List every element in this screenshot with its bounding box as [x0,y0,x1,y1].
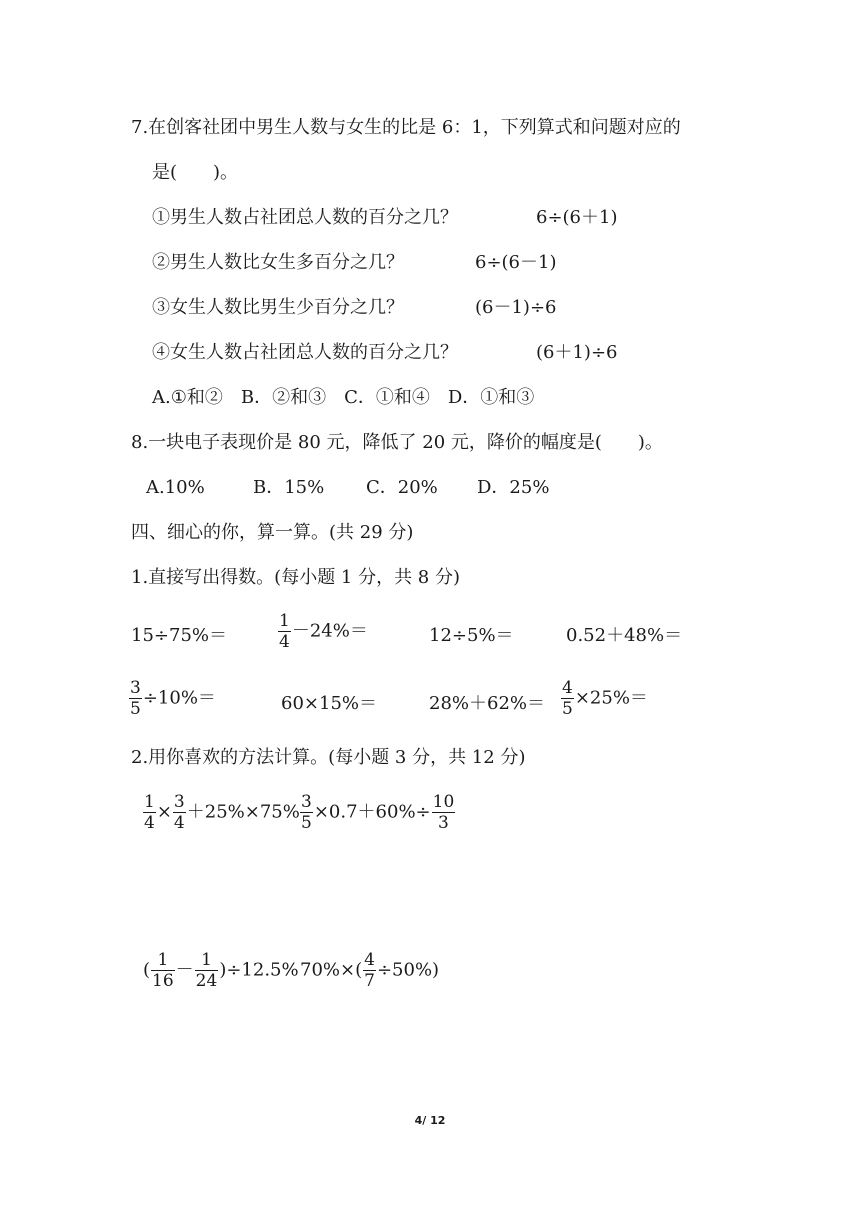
p1-expr-5 [128,678,216,719]
q7-item-4-text: ④女生人数占社团总人数的百分之几？ [152,342,458,363]
q7-item-1-formula: 6÷(6＋1) [536,207,618,228]
fraction-numerator: 1 [144,792,155,812]
p1-expr-8 [560,678,648,719]
p2-calc-2 [299,792,456,833]
fraction-numerator: 4 [364,950,375,970]
expr-text: －24%＝ [291,620,368,642]
q7-item-3 [152,297,404,319]
p2-calc-1 [142,792,300,833]
p2-calc-3 [143,950,299,991]
expr-text: ÷10%＝ [142,687,216,709]
fraction-denominator: 5 [301,813,312,833]
fraction-numerator: 4 [562,678,573,698]
q7-item-1 [152,207,458,229]
q7-item-4-formula: (6＋1)÷6 [536,342,618,363]
q8-option-d: D．25% [477,477,550,498]
q7-item-2-formula: 6÷(6－1) [475,252,557,273]
q7-item-3-formula: (6－1)÷6 [475,297,557,318]
q7-item-2-text: ②男生人数比女生多百分之几？ [152,252,404,273]
q8-option-b: B．15% [253,477,325,498]
q7-stem-line2: 是( )。 [152,162,239,183]
p2-calc-4 [300,950,439,991]
q7-stem-line1: 7.在创客社团中男生人数与女生的比是 6：1，下列算式和问题对应的 [131,117,681,138]
q7-options: A.①和② B．②和③ C．①和④ D．①和③ [152,387,535,408]
fraction [151,950,175,991]
fraction [300,792,313,833]
fraction [432,792,456,833]
q8-stem: 8.一块电子表现价是 80 元，降低了 20 元，降价的幅度是( )。 [131,432,663,453]
fraction-numerator: 1 [195,950,219,971]
q8-option-a: A.10% [146,477,205,498]
fraction [143,792,156,833]
p1-expr-7: 28%＋62%＝ [429,693,546,714]
fraction-denominator: 5 [562,699,573,719]
q7-item-3-text: ③女生人数比男生少百分之几？ [152,297,404,318]
fraction-numerator: 10 [432,792,455,812]
expr-text: ÷50%) [376,959,440,981]
p1-expr-4: 0.52＋48%＝ [566,625,683,646]
expr-text: ×25%＝ [574,687,648,709]
fraction-denominator: 7 [364,971,375,991]
expr-text: ＋25%×75% [186,801,300,823]
p1-expr-6: 60×15%＝ [281,693,377,714]
expr-text: － [175,959,194,981]
fraction [129,678,142,719]
q7-item-2 [152,252,404,274]
fraction-numerator: 1 [151,950,175,971]
p2-title: 2.用你喜欢的方法计算。(每小题 3 分，共 12 分) [131,747,526,768]
expr-text: ( [143,959,151,981]
p1-expr-3: 12÷5%＝ [429,625,514,646]
fraction-denominator: 16 [152,971,174,991]
fraction-denominator: 4 [144,813,155,833]
expr-text: 70%×( [300,959,363,981]
fraction-denominator: 5 [130,699,141,719]
fraction [195,950,219,991]
page-number: 4/ 12 [414,1114,446,1127]
fraction-denominator: 3 [438,813,449,833]
expr-text: × [156,801,172,823]
fraction-denominator: 4 [173,813,185,833]
fraction [561,678,574,719]
fraction [278,611,291,652]
fraction-numerator: 1 [279,611,290,631]
q8-option-c: C．20% [366,477,438,498]
p1-expr-1: 15÷75%＝ [131,625,227,646]
fraction-numerator: 3 [173,792,185,812]
fraction-denominator: 4 [279,632,290,652]
p1-title: 1.直接写出得数。(每小题 1 分，共 8 分) [131,567,461,588]
fraction-numerator: 3 [301,792,312,812]
expr-text: )÷12.5% [219,959,299,981]
expr-text: ×0.7＋60%÷ [313,801,431,823]
q7-item-4 [152,342,458,364]
fraction-denominator: 24 [195,971,218,991]
fraction-numerator: 3 [130,678,141,698]
section-title: 四、细心的你，算一算。(共 29 分) [131,522,414,543]
fraction [173,792,186,833]
fraction [363,950,376,991]
q7-item-1-text: ①男生人数占社团总人数的百分之几？ [152,207,458,228]
p1-expr-2 [277,611,368,652]
